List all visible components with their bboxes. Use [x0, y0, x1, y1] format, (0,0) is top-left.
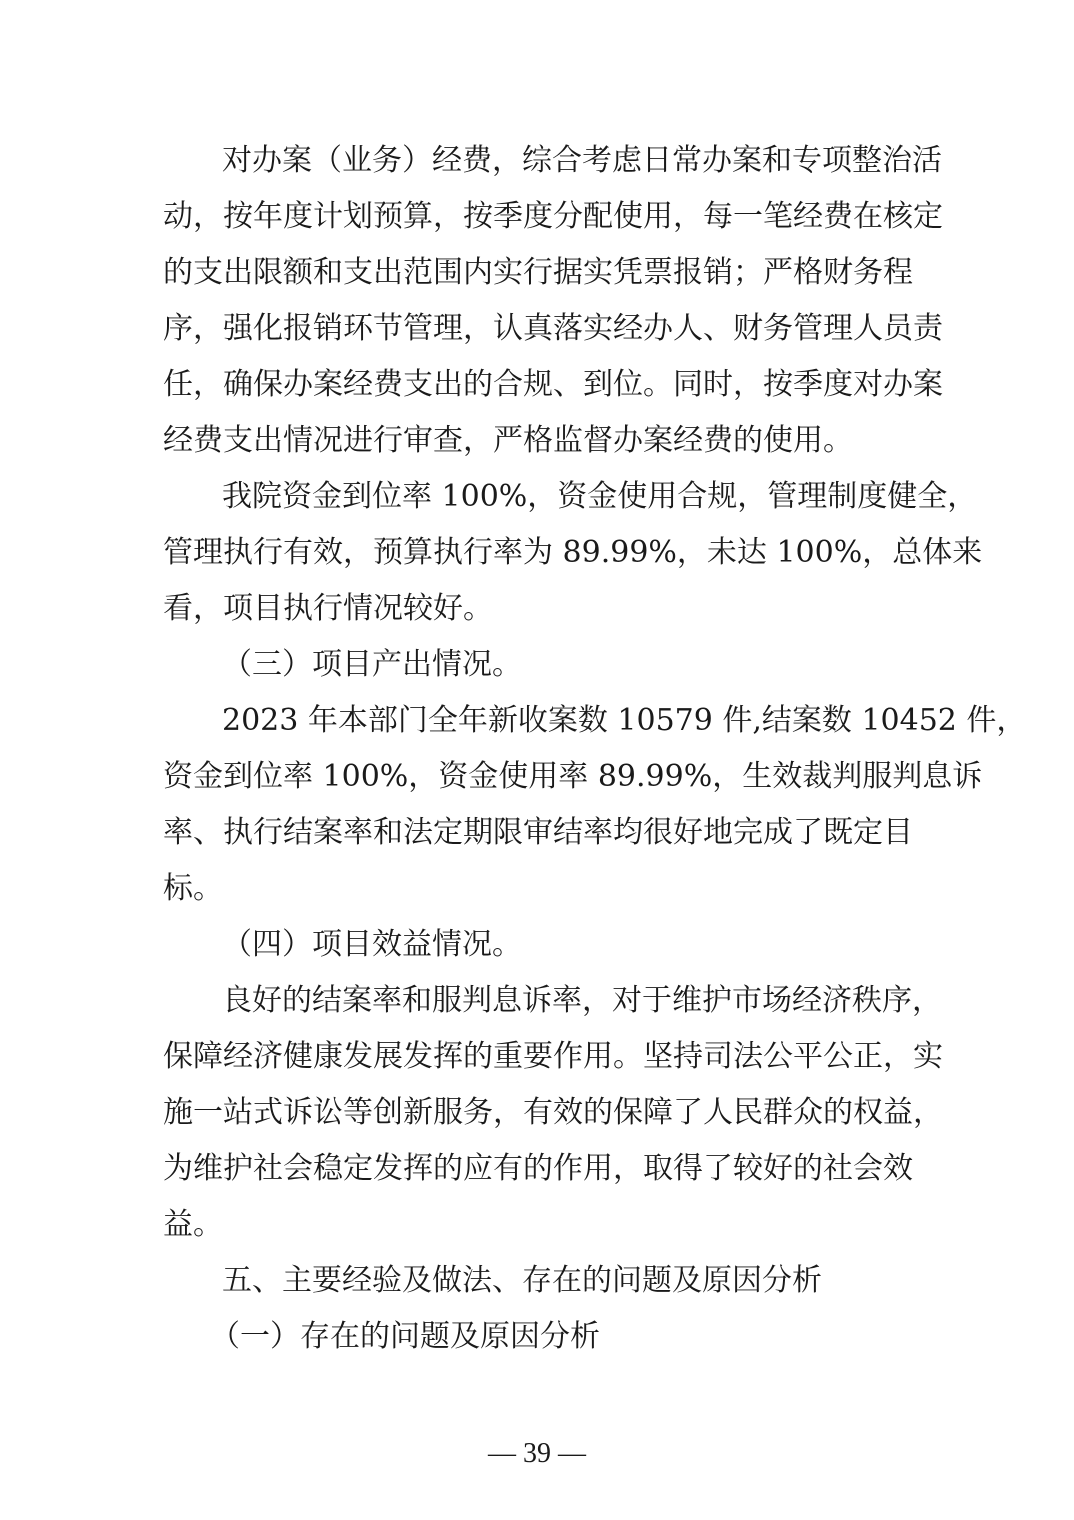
paragraph-line: 序，强化报销环节管理，认真落实经办人、财务管理人员责: [163, 311, 943, 346]
paragraph-line: 良好的结案率和服判息诉率，对于维护市场经济秩序，: [222, 983, 942, 1018]
paragraph-line: 为维护社会稳定发挥的应有的作用，取得了较好的社会效: [163, 1151, 913, 1186]
section-heading: （四）项目效益情况。: [222, 927, 522, 962]
chapter-heading: 五、主要经验及做法、存在的问题及原因分析: [222, 1263, 822, 1298]
paragraph-line: 保障经济健康发展发挥的重要作用。坚持司法公平公正，实: [163, 1039, 943, 1074]
paragraph-line: 2023 年本部门全年新收案数 10579 件,结案数 10452 件，: [222, 703, 1027, 738]
paragraph-line: 经费支出情况进行审查，严格监督办案经费的使用。: [163, 423, 853, 458]
paragraph-line: 率、执行结案率和法定期限审结率均很好地完成了既定目: [163, 815, 913, 850]
paragraph-line: 对办案（业务）经费，综合考虑日常办案和专项整治活: [222, 143, 942, 178]
paragraph-line: 施一站式诉讼等创新服务，有效的保障了人民群众的权益，: [163, 1095, 943, 1130]
paragraph-line: 看，项目执行情况较好。: [163, 591, 493, 626]
paragraph-line: 任，确保办案经费支出的合规、到位。同时，按季度对办案: [163, 367, 943, 402]
section-heading: （一）存在的问题及原因分析: [210, 1319, 600, 1354]
paragraph-line: 资金到位率 100%，资金使用率 89.99%，生效裁判服判息诉: [163, 759, 983, 794]
paragraph-line: 动，按年度计划预算，按季度分配使用，每一笔经费在核定: [163, 199, 943, 234]
page-number: — 39 —: [488, 1438, 586, 1469]
paragraph-line: 我院资金到位率 100%，资金使用合规，管理制度健全，: [222, 479, 978, 514]
paragraph-line: 标。: [163, 871, 223, 906]
paragraph-line: 益。: [163, 1207, 223, 1242]
section-heading: （三）项目产出情况。: [222, 647, 522, 682]
paragraph-line: 管理执行有效，预算执行率为 89.99%，未达 100%，总体来: [163, 535, 983, 570]
paragraph-line: 的支出限额和支出范围内实行据实凭票报销；严格财务程: [163, 255, 913, 290]
